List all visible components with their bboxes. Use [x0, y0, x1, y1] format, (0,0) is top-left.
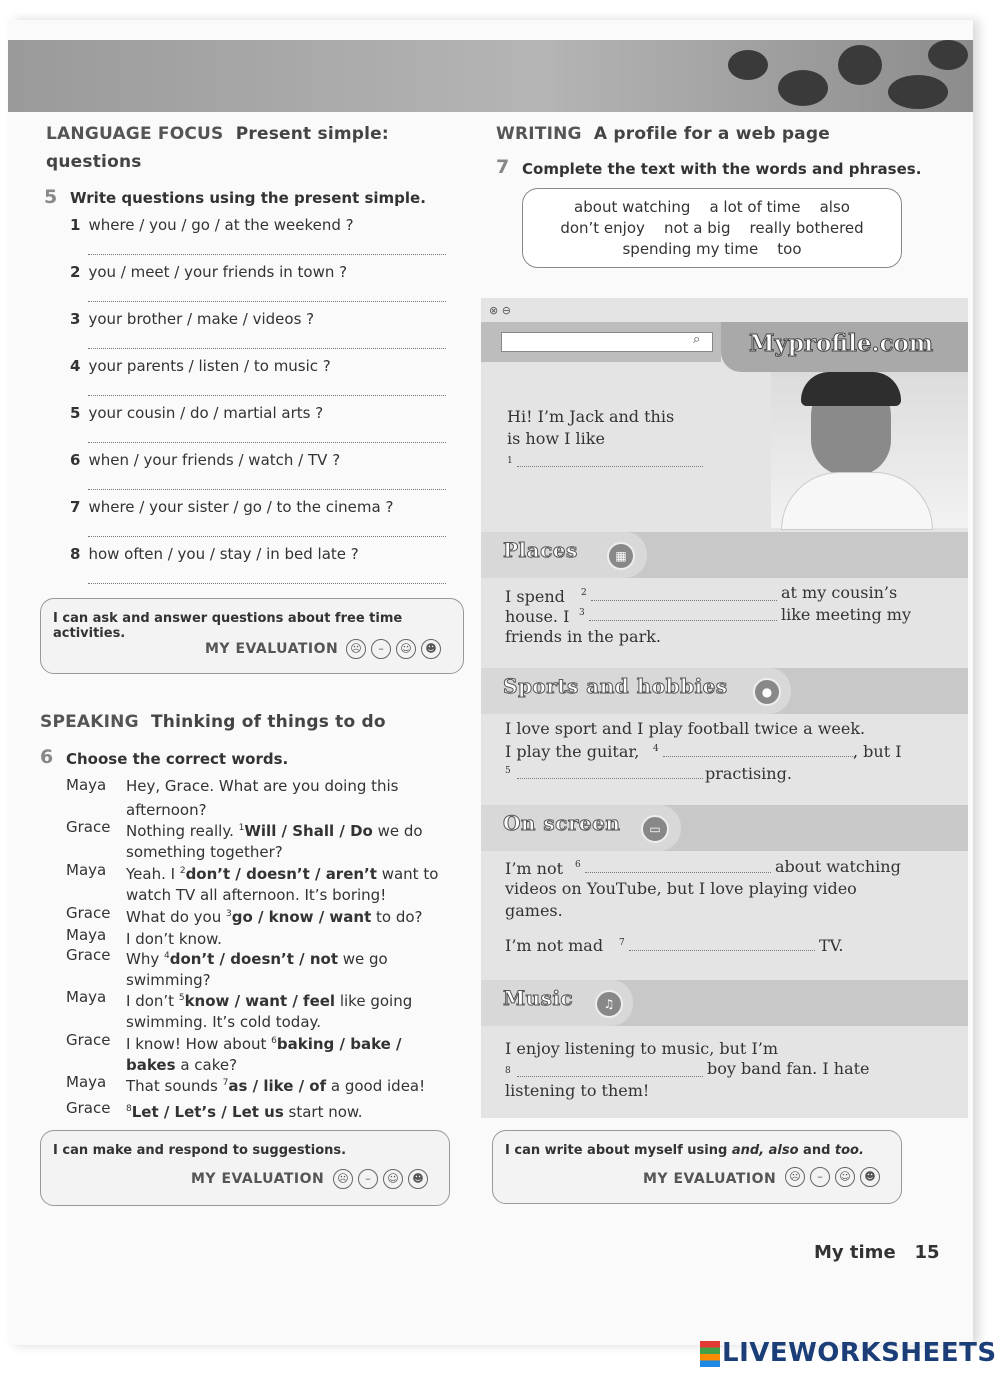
- gap-7-number: 7: [619, 938, 625, 948]
- gap-number: 3: [225, 909, 232, 919]
- gap-7-answer-line[interactable]: [629, 950, 815, 951]
- profile-page-mockup: [481, 298, 968, 1118]
- word-box-line-3: spending my time too: [622, 240, 802, 258]
- dialogue-text: [126, 946, 456, 991]
- text-after: a good idea!: [326, 1077, 426, 1095]
- speaker-name: Maya: [66, 861, 107, 879]
- search-input[interactable]: [501, 332, 713, 352]
- text-before: What do you: [126, 908, 226, 926]
- question-number: 1: [70, 216, 81, 234]
- screen-text-c: videos on YouTube, but I love playing video: [505, 879, 857, 898]
- gap-8-answer-line[interactable]: [517, 1076, 703, 1077]
- can-do-statement: I can write about myself using and, also and too.: [505, 1143, 864, 1158]
- exercise-7-number: 7: [496, 156, 510, 178]
- evaluation-label: MY EVALUATION: [191, 1171, 325, 1187]
- speaker-name: Grace: [66, 946, 111, 964]
- dialogue-text: [126, 1099, 456, 1123]
- question-prompt: where / you / go / at the weekend ?: [88, 216, 354, 234]
- gap-1-answer-line[interactable]: [517, 466, 703, 467]
- dialogue-text: [126, 1073, 456, 1097]
- sports-text-c: , but I: [853, 742, 902, 761]
- music-header: [481, 980, 968, 1026]
- gap-5-number: 5: [505, 766, 511, 776]
- neutral-face-icon[interactable]: –: [358, 1169, 378, 1189]
- window-controls-icon[interactable]: ⊗ ⊖: [489, 304, 511, 317]
- screen-text-b: about watching: [775, 857, 901, 876]
- word-box-line-2: don’t enjoy not a big really bothered: [560, 219, 864, 237]
- screen-text-d: games.: [505, 901, 563, 920]
- dialogue-line: [66, 776, 466, 819]
- intro-line-1: Hi! I’m Jack and this: [507, 407, 675, 426]
- dialogue-text: [126, 818, 456, 863]
- word-choice[interactable]: Let / Let’s / Let us: [131, 1103, 284, 1121]
- text-after: a cake?: [175, 1056, 238, 1074]
- word-choice[interactable]: as / like / of: [228, 1077, 327, 1095]
- sad-face-icon[interactable]: ☹: [346, 639, 366, 659]
- hair-shape: [801, 372, 901, 406]
- gap-number: 4: [163, 951, 170, 961]
- calendar-icon: ▦: [607, 542, 635, 570]
- gap-number: 5: [178, 993, 185, 1003]
- question-number: 4: [70, 357, 81, 375]
- site-title: Myprofile.com: [749, 330, 934, 357]
- header-band: [8, 40, 973, 112]
- speaker-name: Grace: [66, 904, 111, 922]
- writing-heading: WRITING A profile for a web page: [496, 124, 830, 144]
- evaluation-label: MY EVALUATION: [205, 641, 339, 657]
- text-after: like going swimming. It’s cold today.: [126, 992, 413, 1031]
- screen-icon: ▭: [641, 815, 669, 843]
- text-before: I don’t know.: [126, 930, 222, 948]
- neutral-face-icon[interactable]: –: [810, 1167, 830, 1187]
- happy-face-icon[interactable]: ☻: [421, 639, 441, 659]
- on-screen-label: On screen: [503, 811, 621, 835]
- question-item: [70, 545, 359, 563]
- sports-header: [481, 668, 968, 714]
- question-prompt: how often / you / stay / in bed late ?: [88, 545, 359, 563]
- answer-line[interactable]: [88, 254, 446, 255]
- dialogue-text: [126, 776, 456, 821]
- language-focus-heading: LANGUAGE FOCUS Present simple:: [46, 124, 389, 144]
- speaker-name: Grace: [66, 818, 111, 836]
- dialogue-text: [126, 904, 456, 928]
- exercise-5-instruction: Write questions using the present simple.: [70, 189, 426, 207]
- page-footer: [814, 1242, 940, 1263]
- sports-label: Sports and hobbies: [503, 674, 728, 698]
- word-box-line-1: about watching a lot of time also: [574, 198, 850, 216]
- question-prompt: you / meet / your friends in town ?: [88, 263, 348, 281]
- screen-text-f: TV.: [819, 936, 844, 955]
- question-item: [70, 357, 331, 375]
- gap-number: 2: [179, 866, 186, 876]
- gap-2-number: 2: [581, 588, 587, 598]
- exercise-6-instruction: Choose the correct words.: [66, 750, 289, 768]
- answer-line[interactable]: [88, 301, 446, 302]
- text-after: want to watch TV all afternoon. It’s boring!: [126, 865, 439, 904]
- text-before: I don’t: [126, 992, 179, 1010]
- smile-face-icon[interactable]: ☺: [383, 1169, 403, 1189]
- places-text-b: at my cousin’s: [781, 583, 898, 602]
- answer-line[interactable]: [88, 348, 446, 349]
- gap-8-number: 8: [505, 1066, 511, 1076]
- music-note-icon: ♫: [595, 990, 623, 1018]
- answer-line[interactable]: [88, 442, 446, 443]
- word-choice[interactable]: baking / bake / bakes: [126, 1035, 402, 1074]
- question-number: 6: [70, 451, 81, 469]
- evaluation-box-2: [40, 1130, 450, 1206]
- question-item: [70, 263, 347, 281]
- word-choice[interactable]: go / know / want: [231, 908, 372, 926]
- question-item: [70, 498, 393, 516]
- speaker-name: Grace: [66, 1099, 111, 1117]
- answer-line[interactable]: [88, 489, 446, 490]
- places-text-d: like meeting my: [781, 605, 911, 624]
- football-icon: ●: [753, 678, 781, 706]
- text-before: Hey, Grace. What are you doing this afternoon?: [126, 777, 399, 819]
- gap-2-answer-line[interactable]: [591, 600, 777, 601]
- brand-logo-icon: [700, 1341, 720, 1367]
- happy-face-icon[interactable]: ☻: [408, 1169, 428, 1189]
- answer-line[interactable]: [88, 395, 446, 396]
- places-text-e: friends in the park.: [505, 627, 662, 646]
- sad-face-icon[interactable]: ☹: [333, 1169, 353, 1189]
- on-screen-header: [481, 805, 968, 851]
- gap-number: 1: [238, 823, 245, 833]
- exercise-5-number: 5: [44, 186, 58, 208]
- smile-face-icon[interactable]: ☺: [396, 639, 416, 659]
- happy-face-icon[interactable]: ☻: [860, 1167, 880, 1187]
- answer-line[interactable]: [88, 583, 446, 584]
- dialogue-line: [66, 818, 466, 861]
- text-before: Nothing really.: [126, 822, 239, 840]
- text-after: we go swimming?: [126, 950, 388, 989]
- dialogue-text: [126, 988, 456, 1033]
- gap-6-number: 6: [575, 860, 581, 870]
- intro-line-2: is how I like: [507, 429, 605, 448]
- language-focus-heading-2: questions: [46, 152, 142, 172]
- gap-3-answer-line[interactable]: [589, 620, 777, 621]
- neutral-face-icon[interactable]: –: [371, 639, 391, 659]
- evaluation-label: MY EVALUATION: [643, 1171, 777, 1187]
- question-item: [70, 216, 354, 234]
- screen-text-a: I’m not: [505, 859, 564, 878]
- text-before: That sounds: [126, 1077, 223, 1095]
- speaker-name: Maya: [66, 988, 107, 1006]
- question-prompt: where / your sister / go / to the cinema ?: [88, 498, 394, 516]
- places-label: Places: [503, 538, 578, 562]
- question-prompt: your parents / listen / to music ?: [88, 357, 331, 375]
- places-text-c: house. I: [505, 607, 570, 626]
- word-choice[interactable]: don’t / doesn’t / aren’t: [185, 865, 377, 883]
- places-text-a: I spend: [505, 587, 565, 606]
- question-item: [70, 451, 340, 469]
- dialogue-line: [66, 1031, 466, 1074]
- music-text-c: listening to them!: [505, 1081, 650, 1100]
- text-before: Yeah. I: [126, 865, 180, 883]
- word-choice[interactable]: Will / Shall / Do: [244, 822, 373, 840]
- speaker-name: Grace: [66, 1031, 111, 1049]
- sports-text-d: practising.: [705, 764, 792, 783]
- dialogue-line: [66, 861, 466, 904]
- sports-text-a: I love sport and I play football twice a week.: [505, 719, 866, 738]
- text-after: we do something together?: [126, 822, 423, 861]
- word-choice[interactable]: know / want / feel: [184, 992, 336, 1010]
- dialogue-text: [126, 861, 456, 906]
- gap-5-answer-line[interactable]: [517, 778, 703, 779]
- question-prompt: your cousin / do / martial arts ?: [88, 404, 324, 422]
- sports-text-b: I play the guitar,: [505, 742, 640, 761]
- gap-1-number: 1: [507, 456, 513, 466]
- question-number: 7: [70, 498, 81, 516]
- question-item: [70, 404, 323, 422]
- exercise-7-instruction: Complete the text with the words and phrases.: [522, 160, 922, 178]
- gap-4-number: 4: [653, 744, 659, 754]
- answer-line[interactable]: [88, 536, 446, 537]
- speaker-name: Maya: [66, 1073, 107, 1091]
- music-text-b: boy band fan. I hate: [707, 1059, 870, 1078]
- gap-number: 8: [126, 1104, 132, 1114]
- question-number: 3: [70, 310, 81, 328]
- question-prompt: your brother / make / videos ?: [88, 310, 315, 328]
- can-do-statement: I can make and respond to suggestions.: [53, 1143, 347, 1158]
- gap-number: 7: [222, 1078, 229, 1088]
- dialogue-line: [66, 946, 466, 989]
- text-after: to do?: [371, 908, 423, 926]
- question-item: [70, 310, 314, 328]
- evaluation-box-3: [492, 1130, 902, 1204]
- gap-number: 6: [271, 1036, 277, 1046]
- question-number: 5: [70, 404, 81, 422]
- text-before: Why: [126, 950, 164, 968]
- text-before: I know! How about: [126, 1035, 272, 1053]
- evaluation-box-1: [40, 598, 464, 674]
- dialogue-line: [66, 988, 466, 1031]
- screen-text-e: I’m not mad: [505, 936, 604, 955]
- sad-face-icon[interactable]: ☹: [785, 1167, 805, 1187]
- search-icon[interactable]: ⌕: [693, 332, 701, 347]
- speaker-name: Maya: [66, 776, 107, 794]
- speaking-heading: SPEAKING Thinking of things to do: [40, 712, 386, 732]
- word-choice[interactable]: don’t / doesn’t / not: [169, 950, 338, 968]
- text-after: start now.: [283, 1103, 363, 1121]
- music-text-a: I enjoy listening to music, but I’m: [505, 1039, 779, 1058]
- speaker-name: Maya: [66, 926, 107, 944]
- exercise-6-number: 6: [40, 746, 54, 768]
- shirt-shape: [781, 472, 933, 530]
- can-do-statement: I can ask and answer questions about free time activities.: [53, 611, 403, 641]
- places-header: [481, 532, 968, 578]
- word-box: [522, 188, 902, 268]
- brand-logo: LIVEWORKSHEETS: [700, 1338, 997, 1368]
- smile-face-icon[interactable]: ☺: [835, 1167, 855, 1187]
- section-name: My time: [814, 1242, 896, 1263]
- question-prompt: when / your friends / watch / TV ?: [88, 451, 341, 469]
- music-label: Music: [503, 986, 574, 1010]
- profile-photo: [771, 372, 968, 528]
- gap-3-number: 3: [579, 608, 585, 618]
- gap-4-answer-line[interactable]: [663, 756, 855, 757]
- page-number: 15: [914, 1242, 940, 1263]
- question-number: 2: [70, 263, 81, 281]
- question-number: 8: [70, 545, 81, 563]
- dialogue-text: [126, 1031, 456, 1076]
- gap-6-answer-line[interactable]: [585, 872, 771, 873]
